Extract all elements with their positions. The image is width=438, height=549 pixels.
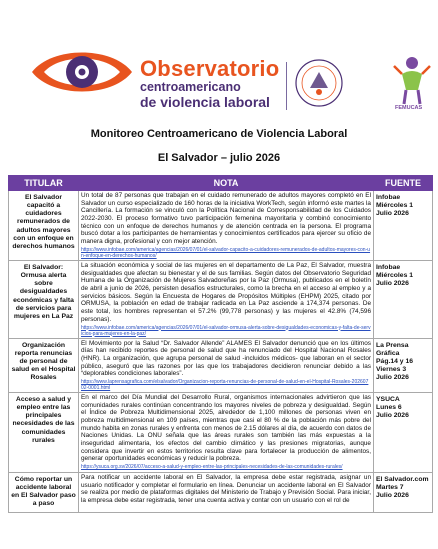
fuente-medio: El Salvador.com bbox=[376, 475, 429, 483]
report-title: Monitoreo Centroamericano de Violencia Laboral bbox=[90, 128, 348, 140]
row-nota-text: La situación económica y social de las mujeres en el departamento de La Paz, El Salvador, muestra desigualdades que afectan su bienestar y el de sus familias. Según datos del Observatorio Seguridad Humana de la Organización de Mujeres Salvadoreñas por la Paz (Ormusa), publicados en el boletín de abril a junio de 2026, persisten desafíos estructurales, como la brecha en el acceso al empleo y a servicios básicos. Según la Encuesta de Hogares de Propósitos Múltiples (EHPM) 2025, citado por ORMUSA, la población en edad de trabajar radicada en La Paz asciende a 174,374 personas. De este total, los hombres representan el 57.2% (99,778 personas) y las mujeres el 42.8% (74,596 personas). bbox=[81, 262, 371, 323]
fuente-dia: Viernes 3 bbox=[376, 365, 407, 373]
fuente-mes: Julio 2026 bbox=[376, 210, 409, 218]
brand-name bbox=[140, 58, 279, 109]
row-source-link[interactable]: https://www.infobae.com/america/agencias/2026/07/01/el-salvador-capacito-a-cuidadores-remunerados-de-adultos-mayores-con-un-enfoque-en-derechos-humanos/ bbox=[81, 246, 371, 259]
news-table bbox=[8, 175, 433, 513]
fuente-mes: Julio 2026 bbox=[376, 280, 409, 288]
fuente-dia: Lunes 6 bbox=[376, 404, 402, 412]
row-source-link[interactable]: https://www.laprensagrafica.com/elsalvador/Organizacion-reporta-renuncias-de-personal-de-salud-en-el-Hospital-Rosales-20260702-0001.html bbox=[81, 378, 369, 391]
row-fuente bbox=[374, 191, 433, 261]
fuente-dia: Miércoles 1 bbox=[376, 202, 414, 210]
row-fuente bbox=[374, 261, 433, 339]
column-header-fuente: FUENTE bbox=[374, 176, 433, 191]
row-nota-text: En el marco del Día Mundial del Desarrollo Rural, organismos internacionales advirtieron que las comunidades rurales continúan concentrando los mayores niveles de pobreza y desigualdad. Según el Índice de Pobreza Multidimensional 2025, alrededor de 1,100 millones de personas viven en pobreza multidimensional en 109 países, mientras que casi el 80 % de la población más pobre del mundo habita en zonas rurales y enfrenta con menos de 2.15 dólares al día, de acuerdo con datos de Naciones Unidas. La ONU señala que las áreas rurales son también las más expuestas a la inseguridad alimentaria, los efectos del cambio climático y las presiones migratorias, aunque considera que invertir en estos territorios resulta clave para fortalecer la producción de alimentos, generar oportunidades económicas y reducir la pobreza. bbox=[81, 393, 371, 463]
header-divider bbox=[286, 62, 287, 110]
row-titular: Organización reporta renuncias de personal de salud en el Hospital Rosales bbox=[9, 338, 79, 392]
row-fuente bbox=[374, 472, 433, 512]
report-header bbox=[0, 0, 438, 120]
brand-line-1: Observatorio bbox=[140, 56, 280, 81]
fuente-mes: Julio 2026 bbox=[376, 412, 409, 420]
femucas-label: FEMUCAS bbox=[395, 105, 423, 111]
report-titles bbox=[0, 128, 438, 164]
row-nota-text: Para notificar un accidente laboral en El Salvador, la empresa debe estar registrada, asignar un usuario notificador y completar el formulario en línea. Denunciar un accidente laboral en El Salvador se realiza por medio de plataformas digitales del Ministerio de Trabajo y Previsión Social. Para iniciar, la empresa debe estar registrada, tener una cuenta activa y contar con un usuario con el rol de bbox=[81, 473, 371, 504]
partner-seal-icon bbox=[294, 58, 344, 108]
fuente-mes: Julio 2026 bbox=[376, 374, 409, 382]
fuente-mes: Julio 2026 bbox=[376, 492, 409, 500]
table-row bbox=[9, 472, 433, 512]
fuente-medio: YSUCA bbox=[376, 395, 400, 403]
row-nota bbox=[79, 261, 374, 339]
fuente-medio: Infobae bbox=[376, 194, 401, 201]
fuente-medio: Infobae bbox=[376, 264, 401, 271]
row-titular: El Salvador capacitó a cuidadores remunerados de adultos mayores con un enfoque en derechos humanos bbox=[9, 191, 79, 261]
fuente-pagina: Pág.14 y 16 bbox=[376, 357, 414, 365]
fuente-dia: Miércoles 1 bbox=[376, 272, 414, 280]
row-source-link[interactable]: https://www.infobae.com/america/agencias/2026/07/01/el-salvador-ormusa-alerta-sobre-desigualdades-economicas-y-falta-de-servicios-para-mujeres-en-la-paz/ bbox=[81, 324, 371, 337]
column-header-titular: TITULAR bbox=[9, 176, 79, 191]
report-subtitle: El Salvador – julio 2026 bbox=[157, 152, 281, 164]
row-titular: Cómo reportar un accidente laboral en El Salvador paso a paso bbox=[9, 472, 79, 512]
table-row bbox=[9, 392, 433, 472]
table-row bbox=[9, 261, 433, 339]
row-nota bbox=[79, 472, 374, 512]
eye-logo-icon bbox=[30, 44, 134, 100]
row-fuente bbox=[374, 338, 433, 392]
table-row bbox=[9, 338, 433, 392]
row-nota-text: El Movimiento por la Salud “Dr. Salvador Allende” ALAMES El Salvador denunció que en los últimos días han recibido reportes de personal de salud que ha renunciado del Hospital Nacional Rosales (HNR). La organización, que agrupa personal de salud -incluidos médicos- que laboran en el sector público, aseguró que las razones por las que los trabajadores decidieron renunciar debido a las “deplorables condiciones laborales”. bbox=[81, 339, 371, 378]
row-nota bbox=[79, 191, 374, 261]
femucas-logo-icon bbox=[392, 54, 432, 106]
row-nota bbox=[79, 392, 374, 472]
fuente-medio: La Prensa Gráfica bbox=[376, 341, 409, 357]
column-header-nota: NOTA bbox=[79, 176, 374, 191]
row-nota-text: Un total de 87 personas que trabajan en el cuidado remunerado de adultos mayores completó en El Salvador un curso especializado de 160 horas de la iniciativa WorkTech, según informó este martes la Cancillería. La formación se vinculó con la Política Nacional de Corresponsabilidad de los Cuidados 2022-2030. El proceso formativo tuvo participación femenina mayoritaria y combinó conocimiento técnico con un enfoque de derechos humanos y de atención centrada en la persona. El programa buscó dotar a los participantes de herramientas y conocimientos certificados para ejercer su oficio de manera digna, profesional y con mejor atención. bbox=[81, 192, 371, 246]
fuente-dia: Martes 7 bbox=[376, 484, 404, 492]
brand-line-2: centroamericano bbox=[140, 80, 241, 94]
row-titular: El Salvador: Ormusa alerta sobre desigualdades económicas y falta de servicios para mujeres en La Paz bbox=[9, 261, 79, 339]
row-titular: Acceso a salud y empleo entre las principales necesidades de las comunidades rurales bbox=[9, 392, 79, 472]
row-source-link[interactable]: https://ysuca.org.sv/2026/07/acceso-a-salud-y-empleo-entre-las-principales-necesidades-de-las-comunidades-rurales/ bbox=[81, 464, 343, 471]
row-fuente bbox=[374, 392, 433, 472]
row-nota bbox=[79, 338, 374, 392]
table-row bbox=[9, 191, 433, 261]
table-header-row bbox=[9, 176, 433, 191]
brand-line-3: de violencia laboral bbox=[140, 93, 270, 110]
